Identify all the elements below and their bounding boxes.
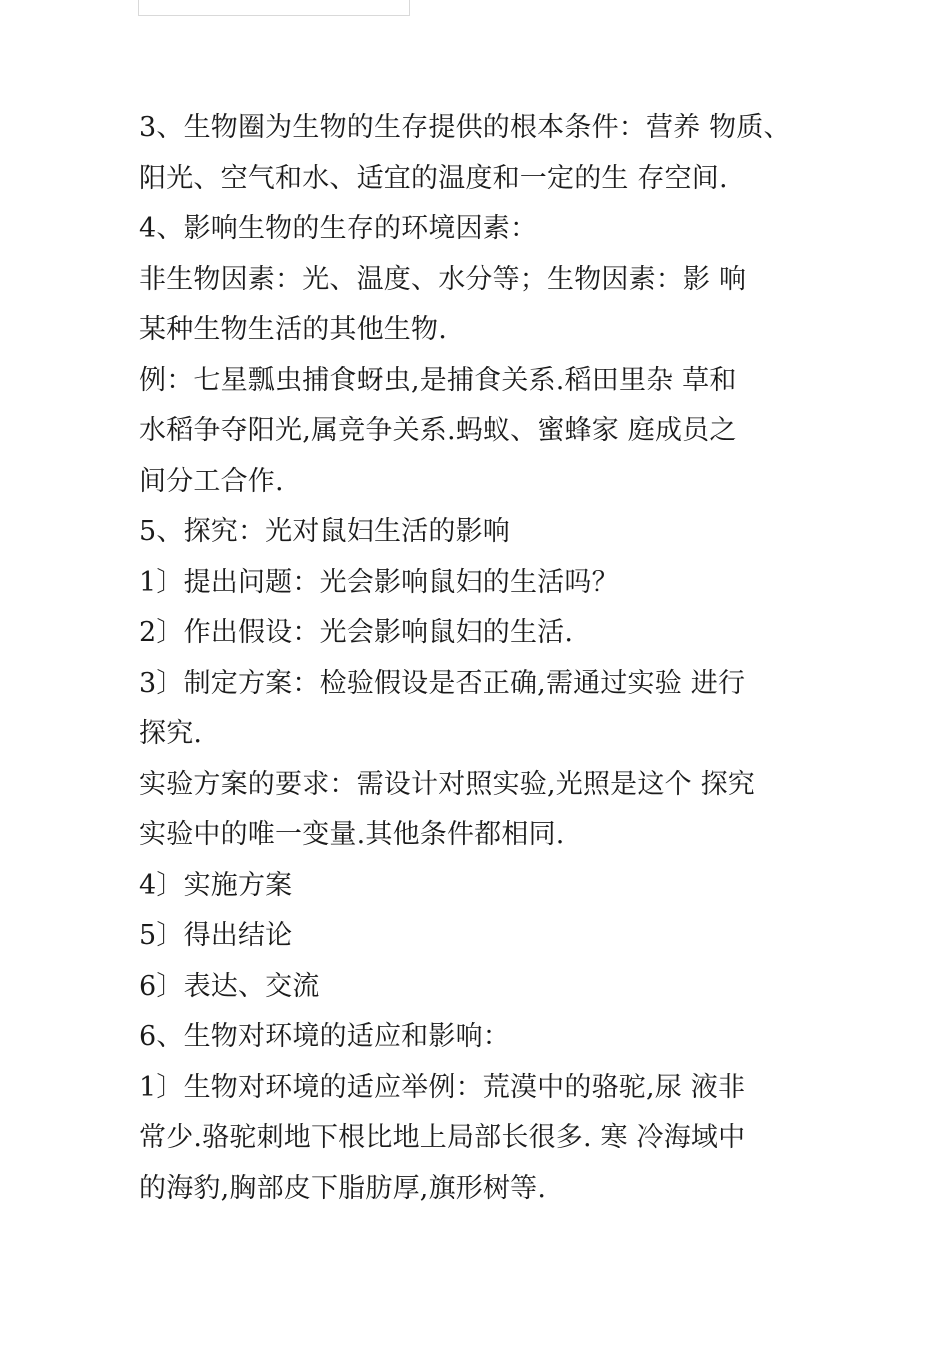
- text-line: 非生物因素：光、温度、水分等；生物因素：影 响: [139, 263, 747, 295]
- text-line: 某种生物生活的其他生物.: [139, 314, 447, 345]
- text-line: 6、生物对环境的适应和影响：: [139, 1021, 510, 1052]
- text-line: 阳光、空气和水、适宜的温度和一定的生 存空间.: [139, 162, 728, 194]
- text-line: 3〕制定方案：检验假设是否正确,需通过实验 进行: [139, 667, 746, 699]
- text-line: 2〕作出假设：光会影响鼠妇的生活.: [139, 617, 574, 648]
- text-line: 例：七星瓢虫捕食蚜虫,是捕食关系.稻田里杂 草和: [139, 364, 737, 396]
- text-line: 4、影响生物的生存的环境因素：: [139, 213, 538, 244]
- text-line: 探究.: [139, 718, 203, 749]
- text-line: 实验方案的要求：需设计对照实验,光照是这个 探究: [139, 768, 755, 800]
- text-line: 6〕表达、交流: [139, 970, 320, 1002]
- text-line: 水稻争夺阳光,属竞争关系.蚂蚁、蜜蜂家 庭成员之: [139, 415, 737, 446]
- text-line: 5〕得出结论: [139, 920, 293, 951]
- text-line: 3、生物圈为生物的生存提供的根本条件：营养 物质、: [139, 112, 791, 143]
- document-body: [139, 103, 819, 1214]
- text-line: 5、探究：光对鼠妇生活的影响: [139, 516, 510, 547]
- text-line: 常少.骆驼刺地下根比地上局部长很多. 寒 冷海域中: [139, 1122, 746, 1153]
- top-frame-box: [138, 0, 410, 16]
- text-line: 间分工合作.: [139, 465, 284, 497]
- text-line: 1〕提出问题：光会影响鼠妇的生活吗？: [139, 566, 619, 598]
- text-line: 的海豹,胸部皮下脂肪厚,旗形树等.: [139, 1172, 547, 1204]
- text-line: 4〕实施方案: [139, 869, 293, 901]
- text-line: 1〕生物对环境的适应举例：荒漠中的骆驼,尿 液非: [139, 1071, 746, 1103]
- text-line: 实验中的唯一变量.其他条件都相同.: [139, 819, 565, 850]
